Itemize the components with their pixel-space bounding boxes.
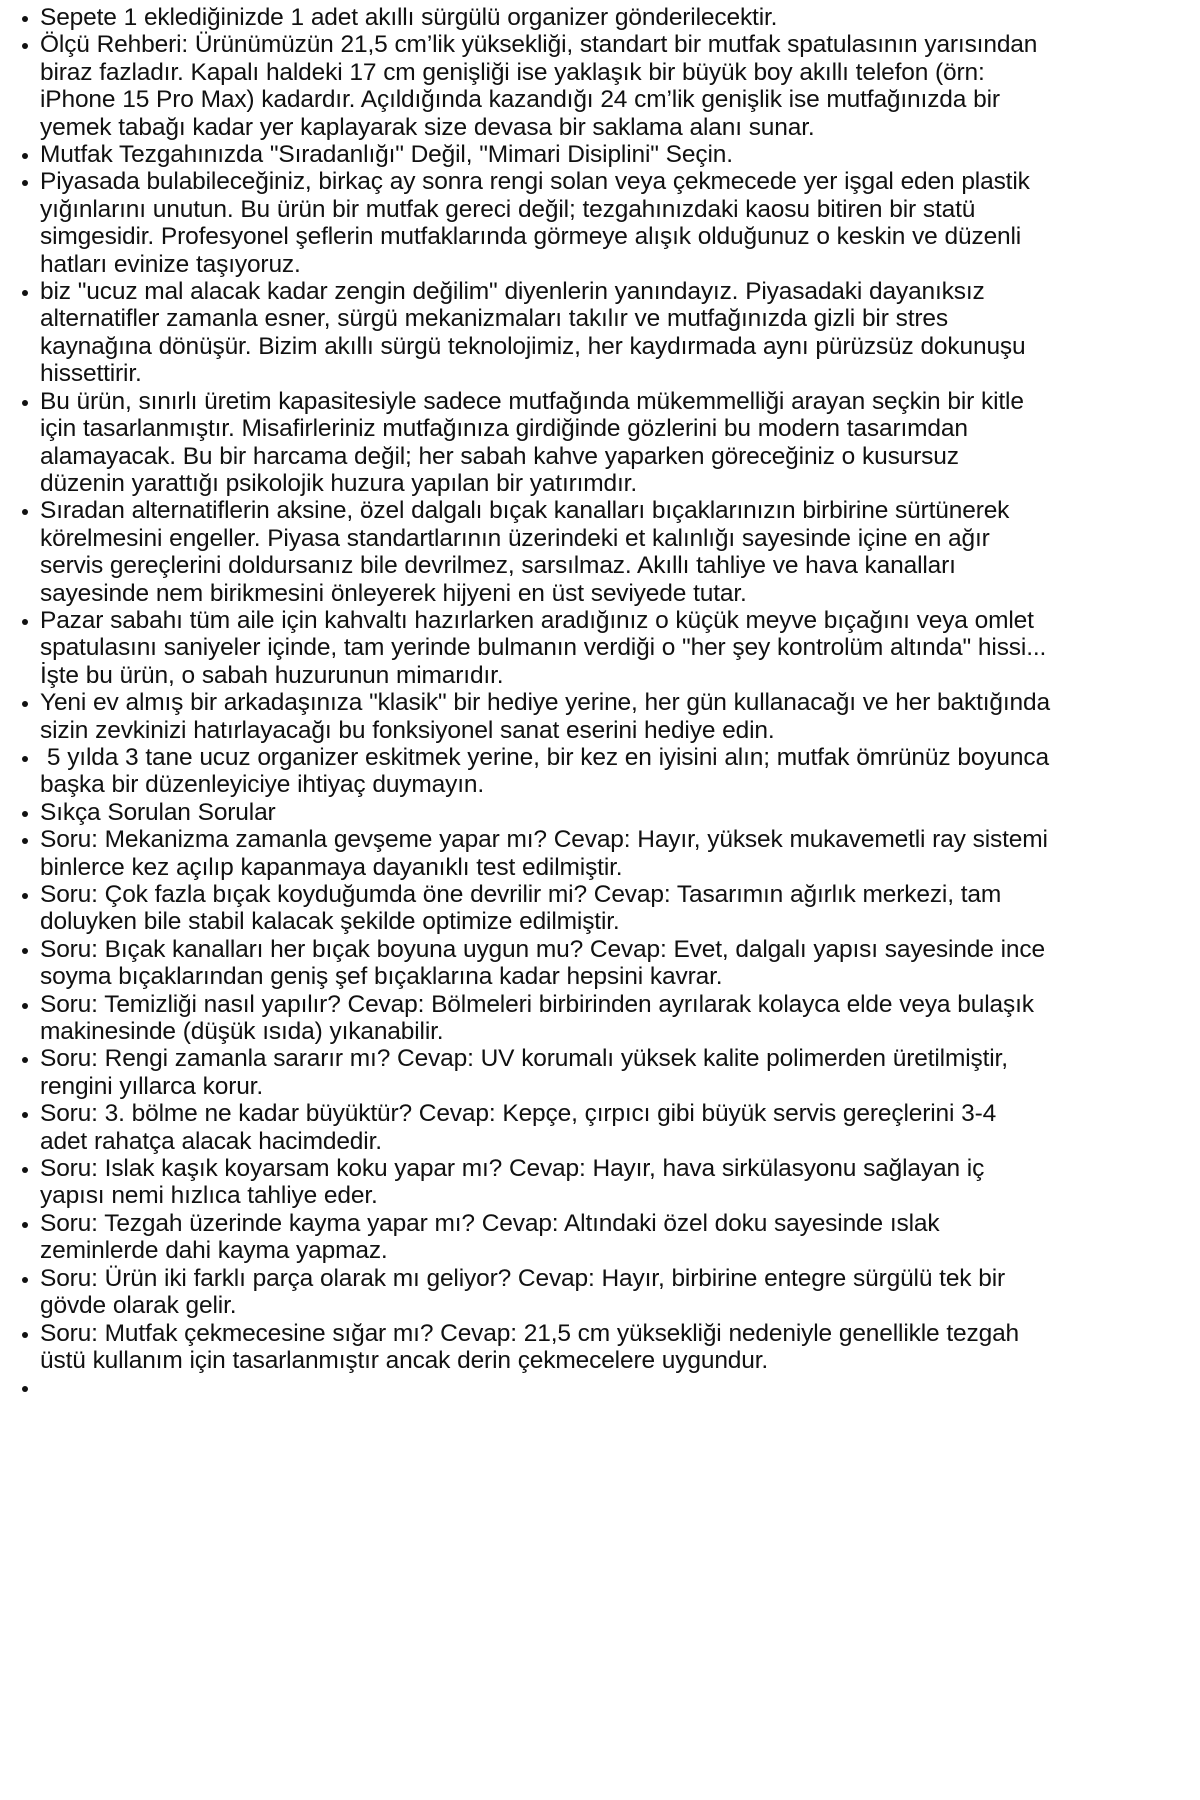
list-item [0,606,1054,689]
list-item-faq [0,1100,1050,1155]
list-item-text: Sepete 1 eklediğinizde 1 adet akıllı sürgülü organizer gönderilecektir. [40,4,778,31]
list-item-faq [0,991,1050,1046]
list-item [0,689,1057,744]
list-item-faq [0,826,1055,881]
list-item-text: Piyasada bulabileceğiniz, birkaç ay sonra rengi solan veya çekmecede yer işgal eden plastik yığınlarını unutun. Bu ürün bir mutfak gereci değil; tezgahınızdaki kaosu bitiren bir statü simgesidir. Profesyonel şeflerin mutfaklarında görmeye alışık olduğunuz o keskin ve düzenli hatları evinize taşıyoruz. [40,168,1037,278]
list-item-text: Soru: Rengi zamanla sararır mı? Cevap: UV korumalı yüksek kalite polimerden üretilmiştir, rengini yıllarca korur. [40,1045,1015,1100]
list-item-text: Soru: 3. bölme ne kadar büyüktür? Cevap: Kepçe, çırpıcı gibi büyük servis gereçlerini 3-4 adet rahatça alacak hacimdedir. [40,1100,1003,1155]
list-item-text: Yeni ev almış bir arkadaşınıza "klasik" bir hediye yerine, her gün kullanacağı ve her baktığında sizin zevkinizi hatırlayacağı bu fonksiyonel sanat eserini hediye edin. [40,689,1057,744]
list-item-text: Sıradan alternatiflerin aksine, özel dalgalı bıçak kanalları bıçaklarınızın birbirine sürtünerek körelmesini engeller. Piyasa standartlarının üzerindeki et kalınlığı sayesinde içine en ağır servis gereçlerini doldursanız bile devrilmez, sarsılmaz. Akıllı tahliye ve hava kanalları sayesinde nem birikmesini önleyerek hijyeni en üst seviyede tutar. [40,497,1017,607]
list-item-empty [0,1374,1050,1401]
list-item-text: Mutfak Tezgahınızda "Sıradanlığı" Değil, "Mimari Disiplini" Seçin. [40,141,733,169]
list-item-text: Soru: Mekanizma zamanla gevşeme yapar mı? Cevap: Hayır, yüksek mukavemetli ray sistemi binlerce kez açılıp kapanmaya dayanıklı test edilmiştir. [40,826,1055,881]
list-item-faq [0,936,1050,991]
list-item-text: Pazar sabahı tüm aile için kahvaltı hazırlarken aradığınız o küçük meyve bıçağını veya omlet spatulasını saniyeler içinde, tam yerinde bulmanın verdiği o "her şey kontrolüm altında" hissi... İşte bu ürün, o sabah huzurunun mimarıdır. [40,606,1054,689]
list-item-faq [0,1265,1050,1320]
list-item-text: Sıkça Sorulan Sorular [40,798,276,826]
list-item-text: Soru: Temizliği nasıl yapılır? Cevap: Bölmeleri birbirinden ayrılarak kolayca elde veya bulaşık makinesinde (düşük ısıda) yıkanabilir. [40,990,1041,1046]
list-item-text: Bu ürün, sınırlı üretim kapasitesiyle sadece mutfağında mükemmelliği arayan seçkin bir kitle için tasarlanmıştır. Misafirleriniz mutfağınıza girdiğinde gözlerini bu modern tasarımdan alamayacak. Bu bir harcama değil; her sabah kahve yaparken göreceğiniz o kusursuz düzenin yarattığı psikolojik huzura yapılan bir yatırımdır. [40,387,1031,497]
list-item-text: Soru: Ürün iki farklı parça olarak mı geliyor? Cevap: Hayır, birbirine entegre sürgülü tek bir gövde olarak gelir. [40,1264,1012,1320]
list-item [0,31,1050,141]
list-item-text: Ölçü Rehberi: Ürünümüzün 21,5 cm’lik yüksekliği, standart bir mutfak spatulasının yarısından biraz fazladır. Kapalı haldeki 17 cm genişliği ise yaklaşık bir büyük boy akıllı telefon (örn: iPhone 15 Pro Max) kadardır. Açıldığında kazandığı 24 cm’lik genişlik ise mutfağınızda bir yemek tabağı kadar yer kaplayarak size devasa bir saklama alanı sunar. [40,31,1045,141]
list-item-text: 5 yılda 3 tane ucuz organizer eskitmek yerine, bir kez en iyisini alın; mutfak ömrünüz boyunca başka bir düzenleyiciye ihtiyaç duymayın. [40,743,1056,799]
list-item-text: Soru: Bıçak kanalları her bıçak boyuna uygun mu? Cevap: Evet, dalgalı yapısı sayesinde ince soyma bıçaklarından geniş şef bıçaklarına kadar hepsini kavrar. [40,935,1052,991]
list-item-faq [0,1155,1050,1210]
list-item [0,4,1050,31]
list-item-faq [0,1045,1050,1100]
list-item [0,141,1050,168]
list-item-text: Soru: Çok fazla bıçak koyduğumda öne devrilir mi? Cevap: Tasarımın ağırlık merkezi, tam doluyken bile stabil kalacak şekilde optimize edilmiştir. [40,881,1008,936]
list-item-text: Soru: Mutfak çekmecesine sığar mı? Cevap: 21,5 cm yüksekliği nedeniyle genellikle tezgah üstü kullanım için tasarlanmıştır ancak derin çekmecelere uygundur. [40,1319,1026,1374]
list-item [0,278,1050,388]
list-item-text: Soru: Islak kaşık koyarsam koku yapar mı? Cevap: Hayır, hava sirkülasyonu sağlayan iç yapısı nemi hızlıca tahliye eder. [40,1155,992,1210]
list-item [0,743,1056,799]
list-item [0,168,1050,278]
list-item [0,388,1050,498]
list-item-faq [0,881,1050,936]
list-item-text: biz "ucuz mal alacak kadar zengin değilim" diyenlerin yanındayız. Piyasadaki dayanıksız alternatifler zamanla esner, sürgü mekanizmaları takılır ve mutfağınızda gizli bir stres kaynağına dönüşür. Bizim akıllı sürgü teknolojimiz, her kaydırmada aynı pürüzsüz dokunuşu hissettirir. [40,278,1033,388]
list-item-text: Soru: Tezgah üzerinde kayma yapar mı? Cevap: Altındaki özel doku sayesinde ıslak zeminlerde dahi kayma yapmaz. [40,1209,947,1265]
product-description-list [0,4,1057,1401]
list-item-faq [0,1210,1050,1265]
list-item [0,497,1050,607]
list-item-faq [0,1320,1050,1375]
list-item-faq-heading [0,799,1050,826]
